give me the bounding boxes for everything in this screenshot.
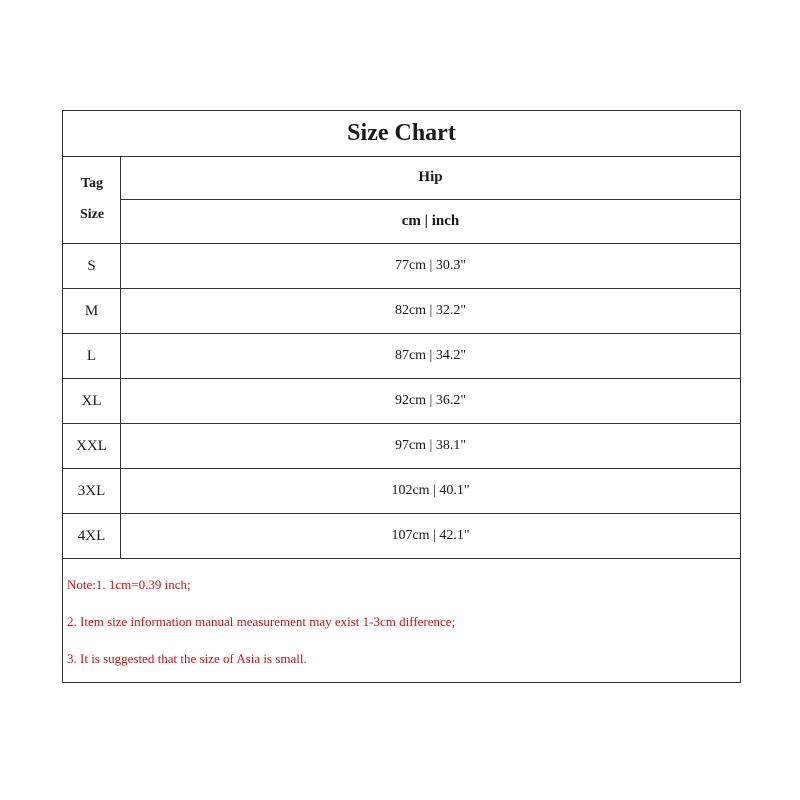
units-header: cm | inch bbox=[121, 200, 740, 244]
table-row bbox=[63, 379, 740, 424]
size-cell: 4XL bbox=[63, 514, 121, 558]
hip-value-cell: 82cm | 32.2" bbox=[394, 303, 467, 318]
hip-value-cell: 87cm | 34.2" bbox=[394, 348, 467, 363]
size-chart-table bbox=[62, 110, 741, 683]
size-cell: S bbox=[63, 244, 121, 288]
tag-size-header-line2: Size bbox=[79, 207, 105, 222]
note-asia-size: 3. It is suggested that the size of Asia is small. bbox=[67, 651, 307, 666]
table-row bbox=[63, 424, 740, 469]
note-measurement-difference: 2. Item size information manual measurement may exist 1-3cm difference; bbox=[67, 614, 456, 629]
hip-value-cell: 102cm | 40.1" bbox=[391, 483, 470, 498]
hip-value-cell: 97cm | 38.1" bbox=[394, 438, 467, 453]
hip-value-cell: 107cm | 42.1" bbox=[391, 528, 470, 543]
table-row bbox=[63, 334, 740, 379]
size-cell: 3XL bbox=[63, 469, 121, 513]
hip-value-cell: 92cm | 36.2" bbox=[394, 393, 467, 408]
hip-header: Hip bbox=[121, 156, 740, 200]
tag-size-header bbox=[63, 156, 121, 244]
tag-size-header-line1: Tag bbox=[80, 176, 104, 191]
size-cell: M bbox=[63, 289, 121, 333]
size-cell: XXL bbox=[63, 424, 121, 468]
size-cell: L bbox=[63, 334, 121, 378]
size-rows bbox=[63, 244, 740, 559]
note-conversion: Note:1. 1cm=0.39 inch; bbox=[67, 577, 191, 592]
table-row bbox=[63, 244, 740, 289]
table-row bbox=[63, 289, 740, 334]
hip-value-cell: 77cm | 30.3" bbox=[394, 258, 467, 273]
table-row bbox=[63, 514, 740, 559]
size-cell: XL bbox=[63, 379, 121, 423]
chart-title: Size Chart bbox=[63, 111, 740, 157]
table-row bbox=[63, 469, 740, 514]
